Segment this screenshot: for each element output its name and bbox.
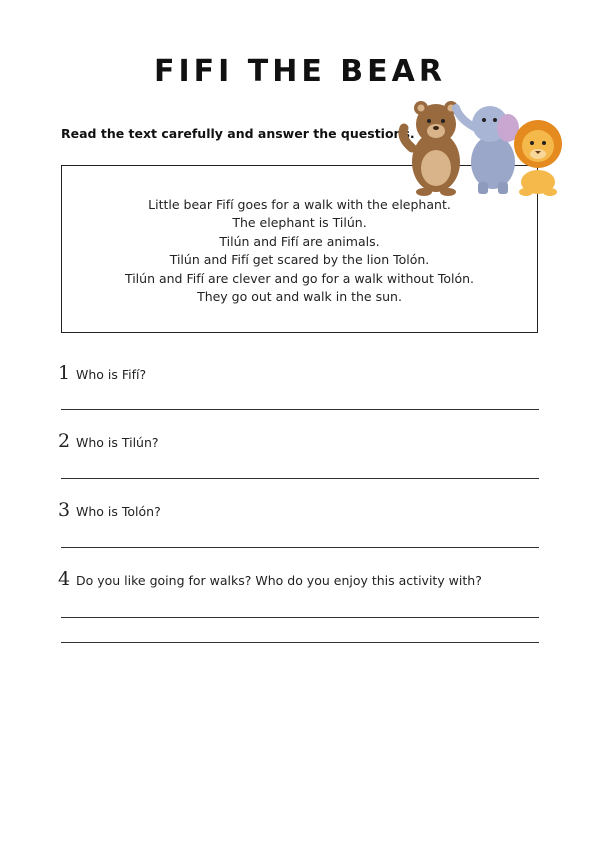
question-text: Who is Fifí? xyxy=(76,367,147,382)
story-text xyxy=(62,196,537,306)
worksheet-title: FIFI THE BEAR xyxy=(154,54,446,89)
answer-line[interactable] xyxy=(61,547,539,548)
question-text: Who is Tilún? xyxy=(76,435,159,450)
animals-illustration xyxy=(398,98,568,198)
story-line: Little bear Fifí goes for a walk with the elephant. xyxy=(148,197,451,212)
answer-line[interactable] xyxy=(61,409,539,410)
answer-line[interactable] xyxy=(61,478,539,479)
story-line: The elephant is Tilún. xyxy=(232,215,367,231)
lion-icon xyxy=(514,120,562,196)
question-number: 4 xyxy=(58,568,71,590)
answer-line[interactable] xyxy=(61,617,539,618)
question-number: 1 xyxy=(58,362,71,384)
bear-icon xyxy=(403,101,460,196)
question-number: 3 xyxy=(58,499,71,521)
story-line: Tilún and Fifí are clever and go for a walk without Tolón. xyxy=(124,270,475,286)
question-number: 2 xyxy=(58,430,71,452)
answer-line[interactable] xyxy=(61,642,539,643)
question-text: Who is Tolón? xyxy=(76,504,161,519)
story-line: They go out and walk in the sun. xyxy=(197,289,402,305)
instruction-text: Read the text carefully and answer the questions. xyxy=(61,126,415,141)
story-line: Tilún and Fifí get scared by the lion Tolón. xyxy=(169,252,430,268)
elephant-icon xyxy=(456,106,519,194)
question-text: Do you like going for walks? Who do you enjoy this activity with? xyxy=(76,573,482,588)
story-line: Tilún and Fifí are animals. xyxy=(219,233,380,249)
